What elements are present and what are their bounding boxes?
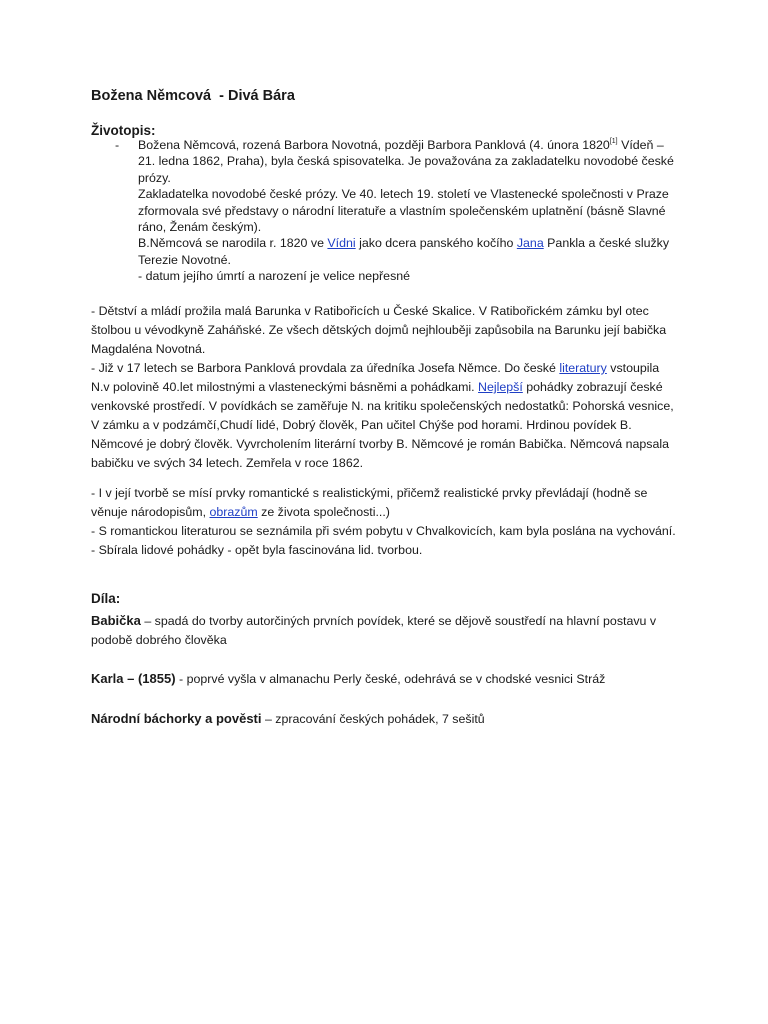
work-item: Karla – (1855) - poprvé vyšla v almanachu Perly české, odehrává se v chodské vesnici Stráž [91, 671, 606, 686]
work-title: Babička [91, 613, 141, 628]
paragraph-childhood: - Dětství a mládí prožila malá Barunka v Ratibořicích u České Skalice. V Ratibořickém zámku byl otec štolbou u vévodkyně Zaháňské. Ze všech dětských dojmů nejhlouběji zapůsobila na Barunku její babička Magdaléna Novotná. - Již v 17 letech se Barbora Panklová provdala za úředníka Josefa Němce. Do české literatury vstoupila N.v polovině 40.let milostnými a vlasteneckými básněmi a pohádkami. Nejlepší pohádky zobrazují české venkovské prostředí. V povídkách se zaměřuje N. na kritiku společenských nedostatků: Pohorská vesnice, V zámku a v podzámčí,Chudí lidé, Dobrý člověk, Pan učitel Chýše pod horami. Hrdinou povídek B. Němcové je dobrý člověk. Vyvrcholením literární tvorby B. Němcové je román Babička. Němcová napsala babičku ve svých 34 letech. Zemřela v roce 1862. [91, 304, 674, 470]
biography-text: Božena Němcová, rozená Barbora Novotná, později Barbora Panklová (4. února 1820[1] Vídeň – 21. ledna 1862, Praha), byla česká spisovatelka. Je považována za zakladatelku novodobé české prózy. [138, 138, 674, 185]
link-nejlepsi[interactable]: Nejlepší [478, 380, 523, 394]
document-title: Božena Němcová - Divá Bára [91, 88, 295, 104]
link-obrazum[interactable]: obrazům [209, 505, 258, 519]
biography-note: - datum jejího úmrtí a narození je velice nepřesné [138, 269, 411, 284]
work-item: Babička – spadá do tvorby autorčiných prvních povídek, které se dějově soustředí na hlavní postavu v podobě dobrého člověka [91, 613, 657, 647]
section-heading-dila: Díla: [91, 591, 121, 606]
list-bullet: - [115, 138, 120, 152]
list-item [91, 137, 681, 285]
section-heading-zivotopis: Životopis: [91, 123, 156, 138]
link-vidni[interactable]: Vídni [327, 236, 356, 251]
footnote-ref[interactable]: [1] [609, 138, 618, 145]
link-jana[interactable]: Jana [516, 236, 544, 251]
work-title: Národní báchorky a pověsti [91, 711, 262, 726]
work-title: Karla – (1855) [91, 671, 176, 686]
biography-text: B.Němcová se narodila r. 1820 ve Vídni jako dcera panského kočího Jana Pankla a české služky Terezie Novotné. [138, 236, 670, 267]
biography-list [91, 137, 681, 285]
work-item: Národní báchorky a pověsti – zpracování českých pohádek, 7 sešitů [91, 711, 485, 726]
biography-text: Zakladatelka novodobé české prózy. Ve 40. letech 19. století ve Vlastenecké společnosti v Praze zformovala své představy o národní literatuře a vlastním společenském uplatnění (básně Slavné ráno, Ženám českým). [138, 187, 669, 235]
link-literatury[interactable]: literatury [559, 361, 607, 375]
paragraph-style: - I v její tvorbě se mísí prvky romantické s realistickými, přičemž realistické prvky převládají (hodně se věnuje národopisům, obrazům ze života společnosti...) - S romantickou literaturou se seznámila při svém pobytu v Chvalkovicích, kam byla poslána na vychování. - Sbírala lidové pohádky - opět byla fascinována lid. tvorbou. [91, 486, 676, 557]
